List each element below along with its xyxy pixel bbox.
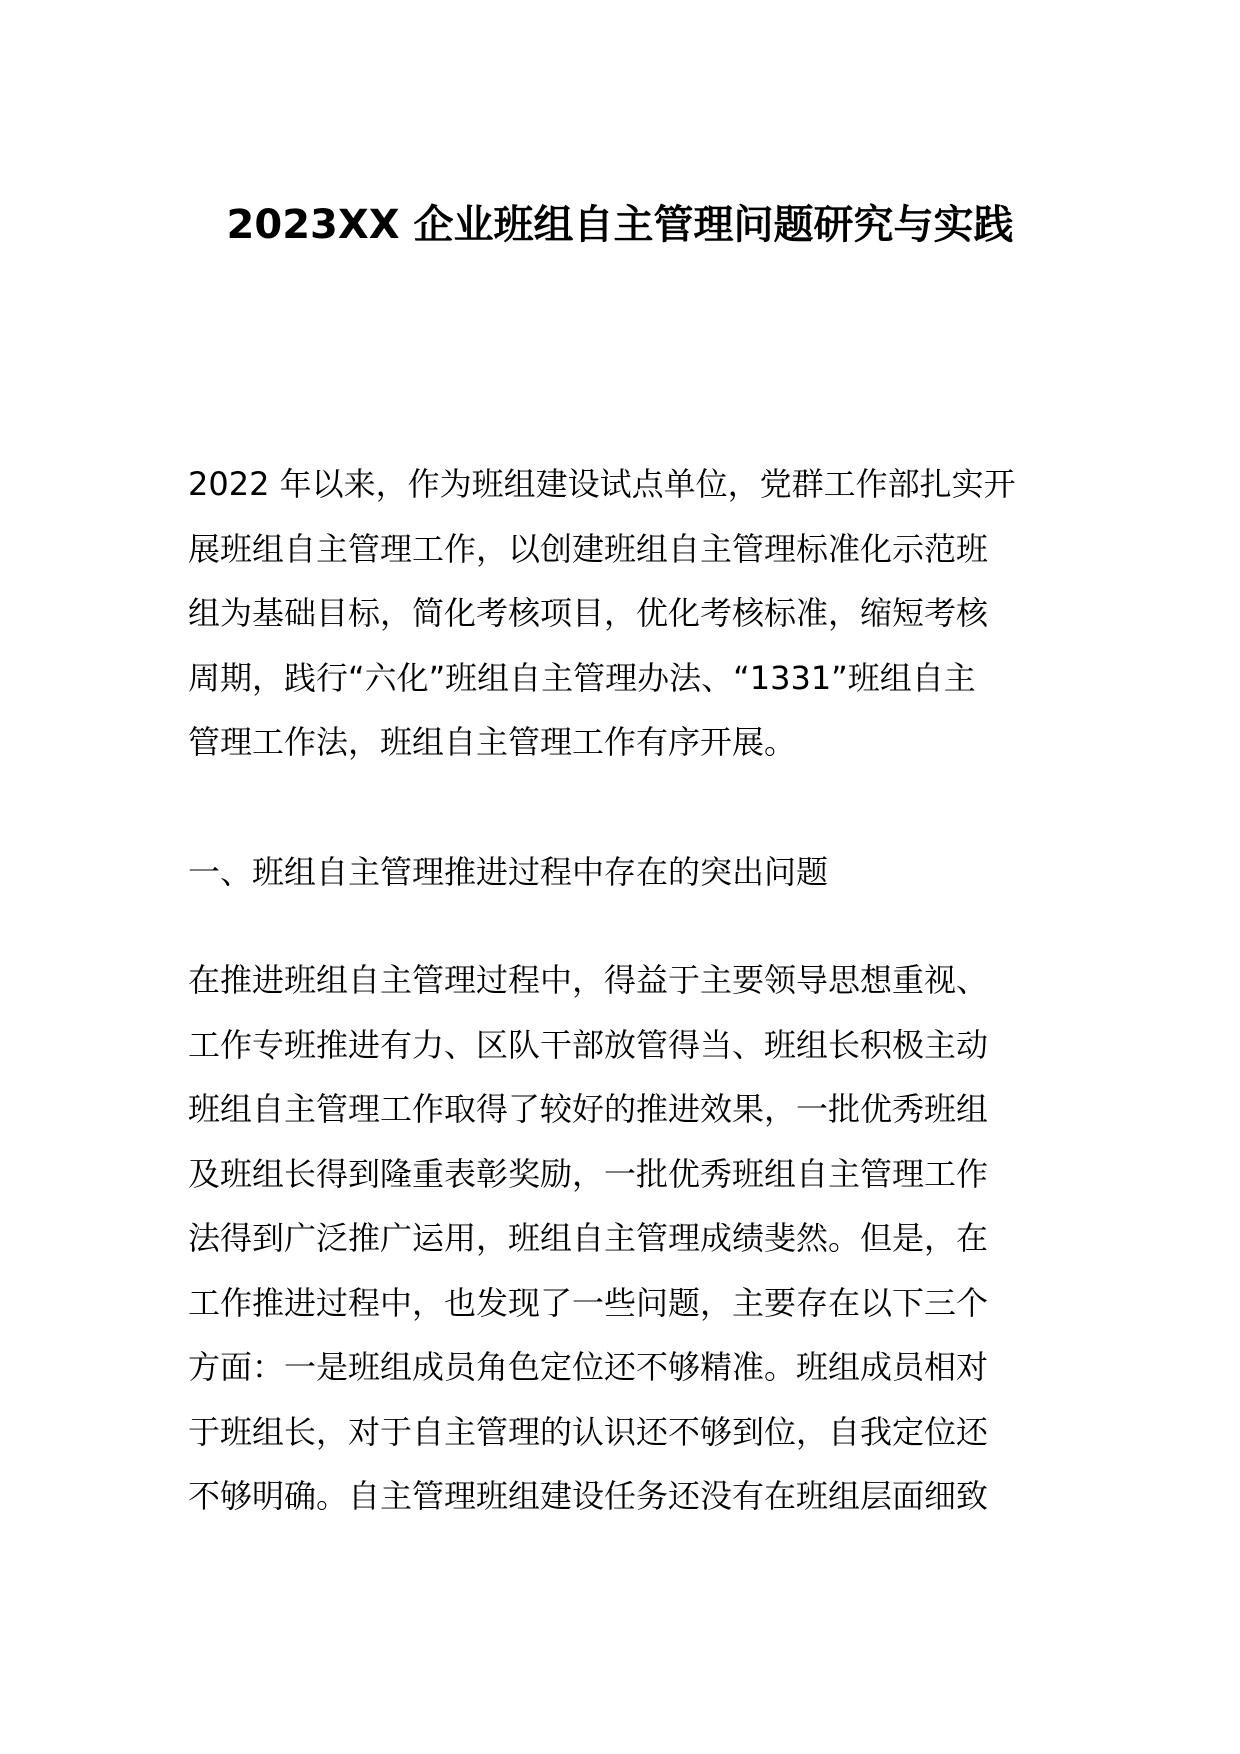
body-paragraph	[188, 948, 1052, 1529]
document-title: 2023XX 企业班组自主管理问题研究与实践	[226, 202, 1014, 248]
paragraph-line: 班组自主管理工作取得了较好的推进效果，一批优秀班组	[188, 1090, 989, 1128]
section-heading-text: 一、班组自主管理推进过程中存在的突出问题	[188, 853, 829, 891]
paragraph-line: 不够明确。自主管理班组建设任务还没有在班组层面细致	[188, 1477, 989, 1515]
paragraph-line: 工作专班推进有力、区队干部放管得当、班组长积极主动	[188, 1025, 989, 1064]
paragraph-line: 展班组自主管理工作，以创建班组自主管理标准化示范班	[188, 529, 989, 568]
paragraph-line: 周期，践行“六化”班组自主管理办法、“1331”班组自主	[188, 658, 976, 697]
paragraph-line: 及班组长得到隆重表彰奖励，一批优秀班组自主管理工作	[188, 1154, 989, 1193]
paragraph-line: 组为基础目标，简化考核项目，优化考核标准，缩短考核	[188, 594, 989, 632]
section-heading	[188, 840, 1052, 905]
paragraph-line: 在推进班组自主管理过程中，得益于主要领导思想重视、	[188, 961, 989, 999]
paragraph-line: 工作推进过程中，也发现了一些问题，主要存在以下三个	[188, 1283, 989, 1322]
paragraph-line: 于班组长，对于自主管理的认识还不够到位，自我定位还	[188, 1412, 989, 1451]
paragraph-line: 法得到广泛推广运用，班组自主管理成绩斐然。但是，在	[188, 1219, 989, 1257]
paragraph-line: 管理工作法，班组自主管理工作有序开展。	[188, 723, 797, 761]
paragraph-line: 方面：一是班组成员角色定位还不够精准。班组成员相对	[188, 1348, 989, 1386]
paragraph-line: 2022 年以来，作为班组建设试点单位，党群工作部扎实开	[188, 465, 1016, 503]
intro-paragraph	[188, 452, 1052, 775]
